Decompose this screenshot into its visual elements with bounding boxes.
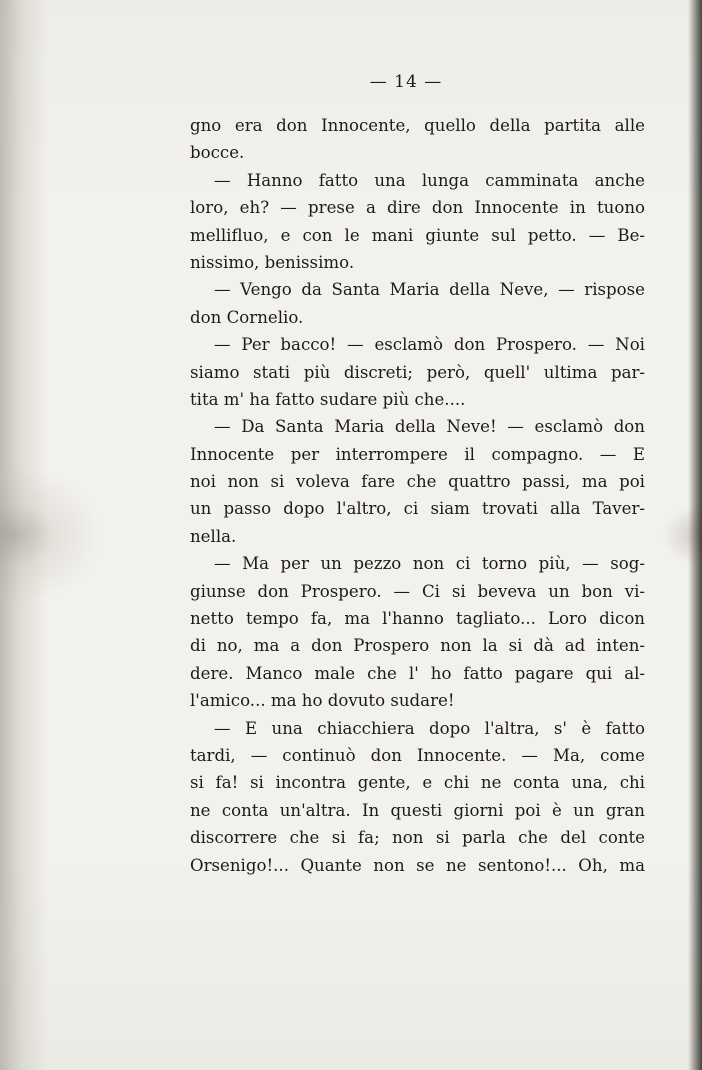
- text-line: netto tempo fa, ma l'hanno tagliato... Loro dicon: [190, 609, 645, 629]
- text-line: mellifluo, e con le mani giunte sul petto. — Be-: [190, 225, 645, 245]
- text-line: nella.: [190, 526, 237, 546]
- text-line: — Per bacco! — esclamò don Prospero. — Noi: [214, 335, 645, 355]
- text-line: Innocente per interrompere il compagno. — E: [190, 444, 645, 464]
- text-line: l'amico... ma ho dovuto sudare!: [190, 691, 455, 711]
- text-line: tardi, — continuò don Innocente. — Ma, come: [190, 745, 645, 765]
- text-line: si fa! si incontra gente, e chi ne conta una, chi: [190, 773, 645, 793]
- text-line: — E una chiacchiera dopo l'altra, s' è fatto: [214, 718, 645, 738]
- text-line: — Da Santa Maria della Neve! — esclamò don: [214, 417, 645, 437]
- text-line: — Vengo da Santa Maria della Neve, — rispose: [214, 280, 645, 300]
- page-gutter-shadow: [0, 0, 48, 1070]
- text-line: — Hanno fatto una lunga camminata anche: [214, 170, 645, 190]
- text-line: bocce.: [190, 143, 245, 163]
- text-line: di no, ma a don Prospero non la si dà ad inten-: [190, 636, 645, 656]
- text-line: gno era don Innocente, quello della partita alle: [190, 116, 645, 135]
- body-text: [190, 112, 645, 879]
- text-line: ne conta un'altra. In questi giorni poi è un gran: [190, 800, 645, 820]
- text-line: siamo stati più discreti; però, quell' ultima par-: [190, 362, 645, 382]
- text-line: tita m' ha fatto sudare più che....: [190, 389, 466, 409]
- text-line: noi non si voleva fare che quattro passi, ma poi: [190, 472, 645, 492]
- text-line: — Ma per un pezzo non ci torno più, — sog-: [214, 554, 645, 574]
- text-line: don Cornelio.: [190, 307, 304, 327]
- text-line: loro, eh? — prese a dire don Innocente in tuono: [190, 198, 645, 218]
- text-line: nissimo, benissimo.: [190, 252, 355, 272]
- text-line: Orsenigo!... Quante non se ne sentono!... Oh, ma: [190, 855, 645, 875]
- page-right-edge: [688, 0, 702, 1070]
- text-line: dere. Manco male che l' ho fatto pagare qui al-: [190, 663, 645, 683]
- text-line: un passo dopo l'altro, ci siam trovati alla Taver-: [190, 499, 645, 519]
- text-line: giunse don Prospero. — Ci si beveva un bon vi-: [190, 581, 645, 601]
- text-line: discorrere che si fa; non si parla che del conte: [190, 828, 645, 848]
- page-number: — 14 —: [369, 72, 443, 92]
